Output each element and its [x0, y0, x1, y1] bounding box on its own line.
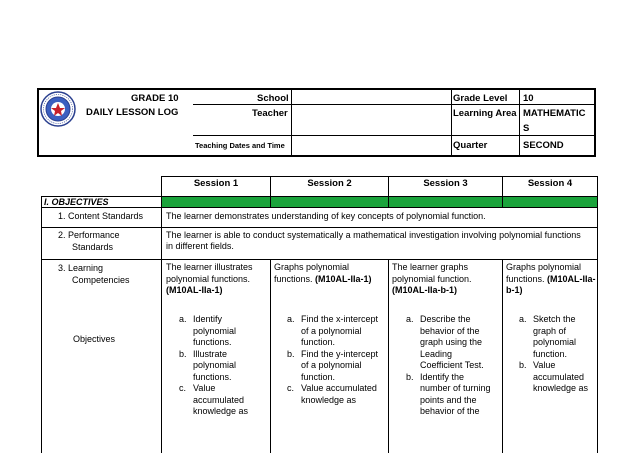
objective-text: number of turning [420, 383, 491, 393]
table-border [41, 227, 598, 228]
session-1-header: Session 1 [193, 178, 239, 189]
objective-text: Sketch the [533, 314, 576, 324]
objectives-green-bar [162, 197, 597, 207]
grade-level-value: 10 [523, 93, 534, 104]
objective-text: Coefficient Test. [420, 360, 484, 370]
competency-text: Graphs polynomial [506, 262, 582, 272]
objective-marker: c. [179, 383, 187, 393]
objective-item [406, 372, 500, 418]
grade-label: GRADE 10 [131, 93, 179, 104]
objective-marker: a. [406, 314, 414, 324]
content-standards-label: 1. Content Standards [58, 211, 144, 221]
objective-item [287, 383, 387, 406]
objective-item [406, 314, 500, 372]
table-border [41, 207, 598, 208]
objective-text: function. [301, 337, 336, 347]
learning-area-label: Learning Area [453, 108, 517, 119]
competency-code: (M10AL-IIa-b-1) [392, 285, 457, 295]
competency-text: Graphs polynomial [274, 262, 350, 272]
objective-text: Describe the [420, 314, 471, 324]
quarter-label: Quarter [453, 140, 488, 151]
dates-label: Teaching Dates and Time [195, 141, 285, 150]
objective-text: behavior of the [420, 406, 480, 416]
objective-item [179, 349, 269, 384]
objective-marker: a. [179, 314, 187, 324]
table-border [161, 176, 162, 453]
objective-text: Value accumulated [301, 383, 377, 393]
competency-text: The learner graphs [392, 262, 469, 272]
table-border [270, 259, 271, 453]
objective-marker: b. [519, 360, 527, 370]
performance-standards-label-line2: Standards [72, 242, 114, 252]
table-border [597, 176, 598, 453]
objectives-heading: I. OBJECTIVES [44, 197, 109, 207]
log-title: DAILY LESSON LOG [86, 107, 179, 118]
table-border [388, 259, 389, 453]
objective-item [287, 349, 387, 384]
table-border [388, 197, 389, 207]
objective-text: knowledge as [193, 406, 249, 416]
session-2-header: Session 2 [307, 178, 352, 189]
objective-text: of a polynomial [301, 360, 362, 370]
school-label: School [257, 93, 289, 104]
objectives-session-3 [406, 314, 500, 418]
competency-code: b-1) [506, 285, 523, 295]
objective-item [179, 314, 269, 349]
table-border [41, 259, 598, 260]
competency-session-2 [274, 262, 386, 285]
performance-standards-text: The learner is able to conduct systematically a mathematical investigation involving polynomial functions [166, 230, 581, 240]
competency-text: The learner illustrates [166, 262, 253, 272]
objective-text: Value [193, 383, 216, 393]
quarter-value: SECOND [523, 140, 564, 151]
objective-text: functions. [193, 371, 232, 382]
objectives-session-1 [179, 314, 269, 418]
objective-item [519, 360, 595, 395]
objective-marker: a. [287, 314, 295, 324]
competency-code: (M10AL-IIa- [547, 273, 596, 284]
objective-text: knowledge as [301, 394, 357, 405]
objective-text: of a polynomial [301, 325, 362, 336]
objectives-session-4 [519, 314, 595, 395]
table-border [41, 196, 42, 453]
objective-text: points and the [420, 394, 477, 405]
objective-text: graph of [533, 325, 567, 336]
objective-marker: c. [287, 383, 295, 393]
teacher-label: Teacher [252, 108, 288, 119]
objective-text: Find the x-intercept [301, 314, 379, 324]
competency-session-3 [392, 262, 500, 297]
objective-item [287, 314, 387, 349]
objective-text: knowledge as [533, 383, 589, 393]
objective-text: Find the y-intercept [301, 348, 379, 359]
competency-code: (M10AL-IIa-1) [166, 285, 223, 295]
objectives-session-2 [287, 314, 387, 406]
table-border [161, 176, 598, 177]
objective-marker: a. [519, 314, 527, 324]
learning-area-value-wrap: S [523, 123, 530, 134]
content-standards-text: The learner demonstrates understanding of key concepts of polynomial function. [166, 211, 486, 221]
learning-competencies-label-line2: Competencies [72, 275, 130, 285]
objective-text: behavior of the [420, 325, 480, 336]
competency-text: functions. [274, 273, 313, 284]
objective-text: polynomial [193, 325, 237, 336]
session-4-header: Session 4 [527, 178, 573, 189]
objective-text: Value [533, 360, 556, 370]
objective-text: functions. [193, 337, 232, 347]
competency-text: polynomial function. [392, 273, 472, 284]
objective-text: Leading [420, 348, 453, 359]
table-border [502, 197, 503, 207]
competency-code: (M10AL-IIa-1) [315, 273, 372, 284]
performance-standards-label: 2. Performance [58, 230, 120, 240]
objective-text: Identify the [420, 371, 465, 382]
objective-text: polynomial [193, 360, 237, 370]
objective-marker: b. [287, 348, 295, 359]
competency-text: functions. [506, 273, 545, 284]
objective-marker: b. [179, 348, 187, 359]
objective-text: accumulated [193, 394, 245, 405]
competency-text: polynomial functions. [166, 273, 251, 284]
objective-text: Illustrate [193, 348, 228, 359]
learning-competencies-label: 3. Learning [58, 263, 104, 273]
session-3-header: Session 3 [423, 178, 468, 189]
objective-text: accumulated [533, 371, 585, 382]
performance-standards-text-line2: in different fields. [166, 241, 234, 251]
objective-text: function. [533, 348, 568, 359]
table-border [502, 259, 503, 453]
competency-session-1 [166, 262, 268, 297]
objective-text: Identify [193, 314, 223, 324]
table-border [270, 197, 271, 207]
objective-item [519, 314, 595, 360]
learning-area-value: MATHEMATIC [523, 108, 586, 119]
objective-text: function. [301, 371, 336, 382]
competency-session-4 [506, 262, 596, 297]
objective-marker: b. [406, 371, 414, 382]
objective-text: polynomial [533, 337, 577, 347]
grade-level-label: Grade Level [453, 93, 508, 104]
objectives-label: Objectives [73, 334, 116, 344]
objective-text: graph using the [420, 337, 483, 347]
objective-item [179, 383, 269, 418]
